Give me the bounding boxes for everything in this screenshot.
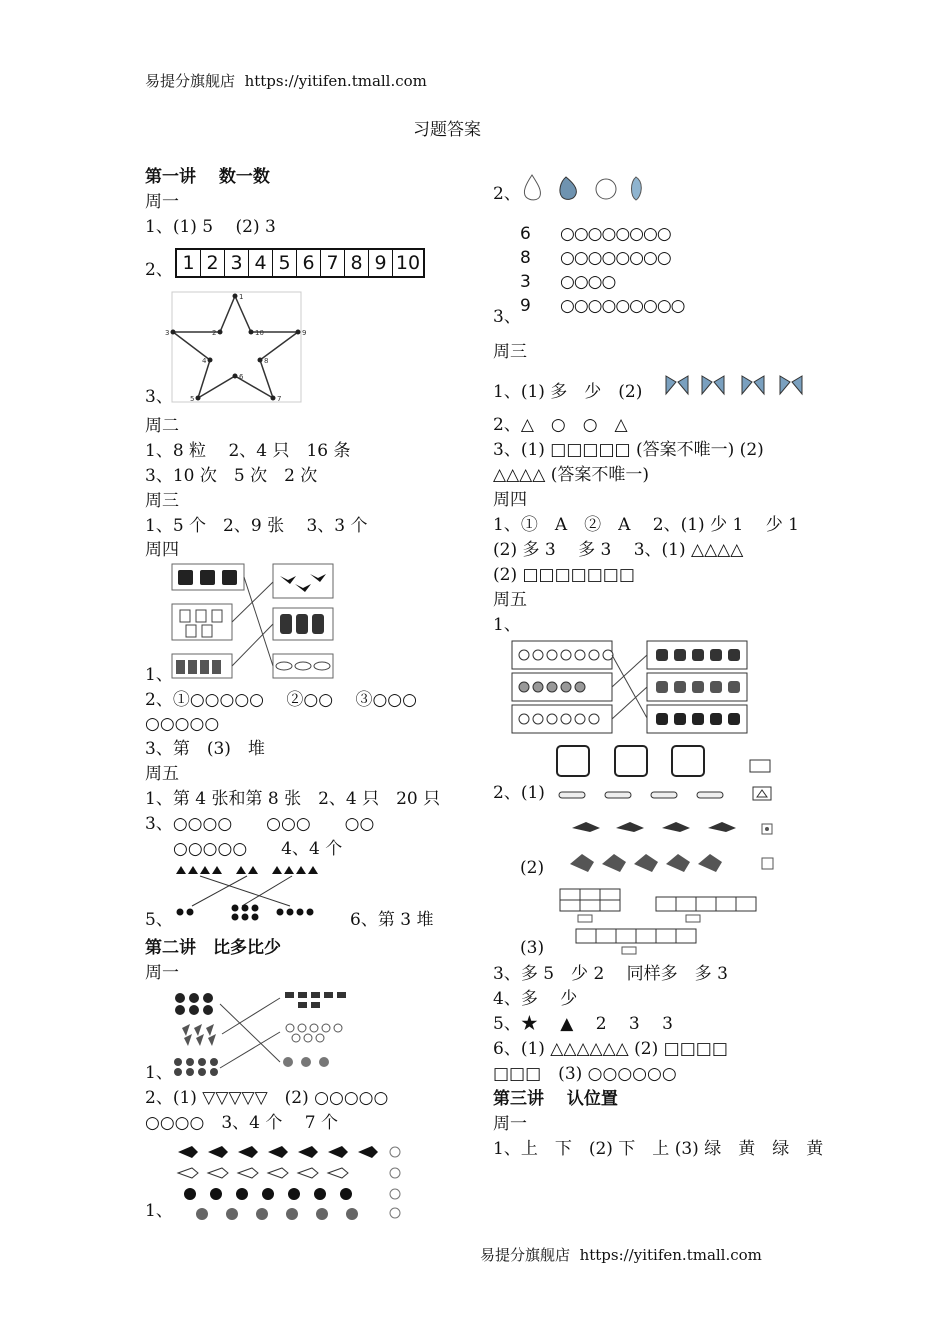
star-label: 2 [212,329,217,337]
box-item-icon [656,681,668,693]
box-item-icon [692,649,704,661]
box-item-icon [561,650,571,660]
lecture1-heading: 第一讲 数一数 [145,167,270,187]
circle-row [520,222,685,246]
box-item-icon [603,650,613,660]
flowers-icon [286,1024,342,1042]
l1-thu-line4: 3、第 (3) 堆 [145,739,265,759]
dot-groups [177,905,314,921]
match-lines [192,876,292,906]
doves-figure [568,848,778,880]
r-thu-heading: 周四 [493,490,527,510]
l2-matching-figure [170,988,355,1078]
baskets-icon [176,660,221,674]
plates-figure [555,786,785,806]
lecture3-heading: 第三讲 认位置 [493,1089,618,1109]
fish-row [178,1146,378,1158]
l1-wed-heading: 周三 [145,491,179,511]
r-fri-matching-figure [510,638,750,738]
circle-row [520,294,685,318]
shell-icon [226,1208,238,1220]
star-label: 10 [255,329,264,337]
shell-row [196,1208,358,1220]
r-wed-line3: 3、(1) □□□□□ (答案不唯一) (2) [493,440,764,460]
cube-rows [560,889,756,943]
l3-mon-heading: 周一 [493,1114,527,1134]
fish-icon [208,1146,228,1158]
l1-fri-q5: 5、 [145,910,173,930]
fish-icon [298,1146,318,1158]
fish-icon [358,1146,378,1158]
r-fri-heading: 周五 [493,590,527,610]
corn-icon [280,614,324,634]
number-cell: 3 [225,250,249,276]
apple-icon [210,1188,222,1200]
star-dot [296,330,301,335]
footer-url: https://yitifen.tmall.com [579,1246,762,1264]
l1-thu-line2: 2、①○○○○○ ②○○ ③○○○ [145,690,417,710]
butterfly-icon [742,376,764,394]
box-item-icon [710,649,722,661]
box-item-icon [710,681,722,693]
l1-mon-q1: 1、(1) 5 (2) 3 [145,217,276,237]
l2-mon-line2: 2、(1) ▽▽▽▽▽ (2) ○○○○○ [145,1088,389,1108]
cups-icon [178,570,237,585]
butterfly-icon [666,376,688,394]
star-label: 7 [277,395,282,403]
number-cell: 4 [249,250,273,276]
cans-icon [557,746,704,776]
match-lines [220,998,280,1068]
circle-count-rows [520,222,685,318]
cans-figure [555,742,785,782]
star-label: 5 [190,395,195,403]
fish-outline-icon [268,1168,288,1178]
circle-row-number: 8 [520,248,531,268]
circle-row-number: 6 [520,224,531,244]
r-fri-line6: 6、(1) △△△△△△ (2) □□□□ [493,1039,728,1059]
answer-box [762,858,773,869]
check-marks [390,1147,400,1218]
answer-box [753,787,771,800]
thu-matching-figure [170,562,335,682]
triangle-mark [757,790,767,797]
page-title: 习题答案 [413,120,481,140]
swallows-icon [572,822,736,832]
l2-mon-heading: 周一 [145,963,179,983]
fish-apple-figure [170,1140,410,1222]
swallows-figure [570,814,780,842]
l2-mon-q1: 1、 [145,1063,173,1083]
butterfly-icons [662,370,812,402]
box-item-icon [561,714,571,724]
star-frame [172,292,301,402]
apple-icon [314,1188,326,1200]
shell-icon [316,1208,328,1220]
apple-icon [184,1188,196,1200]
number-cell: 2 [201,250,225,276]
r-wed-line1: 1、(1) 多 少 (2) [493,382,643,402]
box-item-icon [519,650,529,660]
shell-icon [346,1208,358,1220]
l1-fri-q6: 6、第 3 堆 [350,910,434,930]
box-item-icon [656,649,668,661]
fish-icon [328,1146,348,1158]
pear-icon [524,175,540,200]
cubes-figure [558,885,768,957]
footer-store: 易提分旗舰店 [480,1246,571,1264]
circle-row-circles: ○○○○○○○○ [560,224,671,244]
birds-icon [285,992,346,1008]
star-dot [271,396,276,401]
r-q3: 3、 [493,307,521,327]
l2-mon-q1b: 1、 [145,1201,173,1221]
box-item-icon [533,714,543,724]
star-dot [249,330,254,335]
star-label: 9 [302,329,307,337]
star-dot [233,374,238,379]
star-outline [173,296,298,398]
l1-fri-line3: ○○○○○ 4、4 个 [173,839,343,859]
number-cell: 9 [369,250,393,276]
box-item-icon [656,713,668,725]
star-label: 6 [239,373,244,381]
box-item-icon [728,681,740,693]
box-item-icon [561,682,571,692]
fish-outline-icon [238,1168,258,1178]
l1-thu-q1: 1、 [145,665,173,685]
star-dot [258,358,263,363]
apple-icon [236,1188,248,1200]
star-label: 3 [165,329,170,337]
l1-thu-heading: 周四 [145,540,179,560]
box-item-icon [674,681,686,693]
carrots-icon [182,1024,216,1046]
r-thu-line3: (2) □□□□□□□ [493,565,635,585]
l3-mon-line1: 1、上 下 (2) 下 上 (3) 绿 黄 绿 黄 [493,1139,824,1159]
page-header [145,70,427,91]
star-dot [218,330,223,335]
fish-outline-row [178,1168,348,1178]
circle-row-number: 3 [520,272,531,292]
shell-icon [196,1208,208,1220]
doves-icon [570,854,722,872]
pepper-icon [632,177,642,200]
l1-tue-heading: 周二 [145,416,179,436]
box-item-icon [674,649,686,661]
shell-icon [286,1208,298,1220]
r-wed-heading: 周三 [493,342,527,362]
onions-icon [283,1057,329,1067]
match-lines [612,655,647,719]
r-fri-q2c: (3) [520,938,545,958]
fish-outline-icon [178,1168,198,1178]
circle-row-circles: ○○○○○○○○ [560,248,671,268]
l1-thu-line3: ○○○○○ [145,714,220,734]
star-label: 8 [264,357,269,365]
box-item-icon [519,682,529,692]
box-item-icon [575,682,585,692]
circle-row-number: 9 [520,296,531,316]
box-item-icon [547,682,557,692]
fish-outline-icon [328,1168,348,1178]
apple-icon [288,1188,300,1200]
triangles-dots-figure [172,862,322,922]
number-cell: 6 [297,250,321,276]
box-item-icon [728,649,740,661]
star-dot [196,396,201,401]
butterfly-icon [702,376,724,394]
box-item-icon [519,714,529,724]
l1-fri-line2: 3、○○○○ ○○○ ○○ [145,814,375,834]
r-wed-line2: 2、△ ○ ○ △ [493,415,628,435]
apple-icon [340,1188,352,1200]
l2-mon-line3: ○○○○ 3、4 个 7 个 [145,1113,338,1133]
box-item-icon [674,713,686,725]
number-cell: 7 [321,250,345,276]
number-strip [175,248,425,278]
l1-tue-line1: 1、8 粒 2、4 只 16 条 [145,441,351,461]
r-thu-line2: (2) 多 3 多 3 3、(1) △△△△ [493,540,744,560]
r-fri-line4: 4、多 少 [493,989,578,1009]
apple-icon [596,179,616,199]
box-item-icon [547,714,557,724]
r-fri-q1: 1、 [493,615,521,635]
birds-box [273,564,333,598]
star-figure [165,290,307,405]
butterfly-icon [780,376,802,394]
apple-icon [262,1188,274,1200]
fish-outline-icon [208,1168,228,1178]
box-item-icon [589,714,599,724]
box-item-icon [533,650,543,660]
box-item-icon [575,650,585,660]
plates-icon [559,792,723,798]
page-footer [480,1244,762,1265]
l1-mon-q3: 3、 [145,387,173,407]
star-label: 1 [239,293,244,301]
r-wed-line4: △△△△ (答案不唯一) [493,465,649,485]
l1-tue-line2: 3、10 次 5 次 2 次 [145,466,318,486]
circle-row-circles: ○○○○ [560,272,616,292]
fish-icon [178,1146,198,1158]
number-cell: 5 [273,250,297,276]
r-fri-q2b: (2) [520,858,545,878]
r-fri-line3: 3、多 5 少 2 同样多 多 3 [493,964,728,984]
r-fri-q2: 2、(1) [493,783,545,803]
r-fri-line5: 5、★ ▲ 2 3 3 [493,1014,673,1034]
plates-box [273,654,333,678]
r-fri-line7: □□□ (3) ○○○○○○ [493,1064,677,1084]
fruit-icons [518,172,658,202]
box-item-icon [575,714,585,724]
r-q2: 2、 [493,184,521,204]
shell-icon [256,1208,268,1220]
mushrooms-icon [174,1058,218,1076]
birds-icon [280,574,326,592]
triangle-groups [176,866,318,874]
jars-icon [180,610,222,637]
box-item-icon [533,682,543,692]
header-store: 易提分旗舰店 [145,72,236,90]
fish-icon [238,1146,258,1158]
l1-mon-q2: 2、 [145,260,173,280]
r-thu-line1: 1、① A ② A 2、(1) 少 1 少 1 [493,515,799,535]
box-item-icon [692,681,704,693]
number-cell: 10 [395,252,421,274]
number-cell: 1 [177,250,201,276]
box-item-icon [589,650,599,660]
box-item-icon [692,713,704,725]
lecture2-heading: 第二讲 比多比少 [145,938,281,958]
answer-box [750,760,770,772]
circle-row [520,270,685,294]
star-label: 4 [202,357,207,365]
box-item-icon [728,713,740,725]
circle-row [520,246,685,270]
circle-mark [765,827,769,831]
apples-icon [175,993,213,1015]
l1-wed-line1: 1、5 个 2、9 张 3、3 个 [145,516,368,536]
circle-row-circles: ○○○○○○○○○ [560,296,685,316]
plates-icon [276,662,330,670]
apple-row [184,1188,352,1200]
l1-fri-heading: 周五 [145,764,179,784]
star-dot [233,294,238,299]
eggplant-icon [560,177,576,199]
star-dot [171,330,176,335]
star-dot [208,358,213,363]
l1-mon-heading: 周一 [145,192,179,212]
box-item-icon [547,650,557,660]
fish-icon [268,1146,288,1158]
fish-outline-icon [298,1168,318,1178]
header-url: https://yitifen.tmall.com [244,72,427,90]
l1-fri-line1: 1、第 4 张和第 8 张 2、4 只 20 只 [145,789,441,809]
number-cell: 8 [345,250,369,276]
box-item-icon [710,713,722,725]
